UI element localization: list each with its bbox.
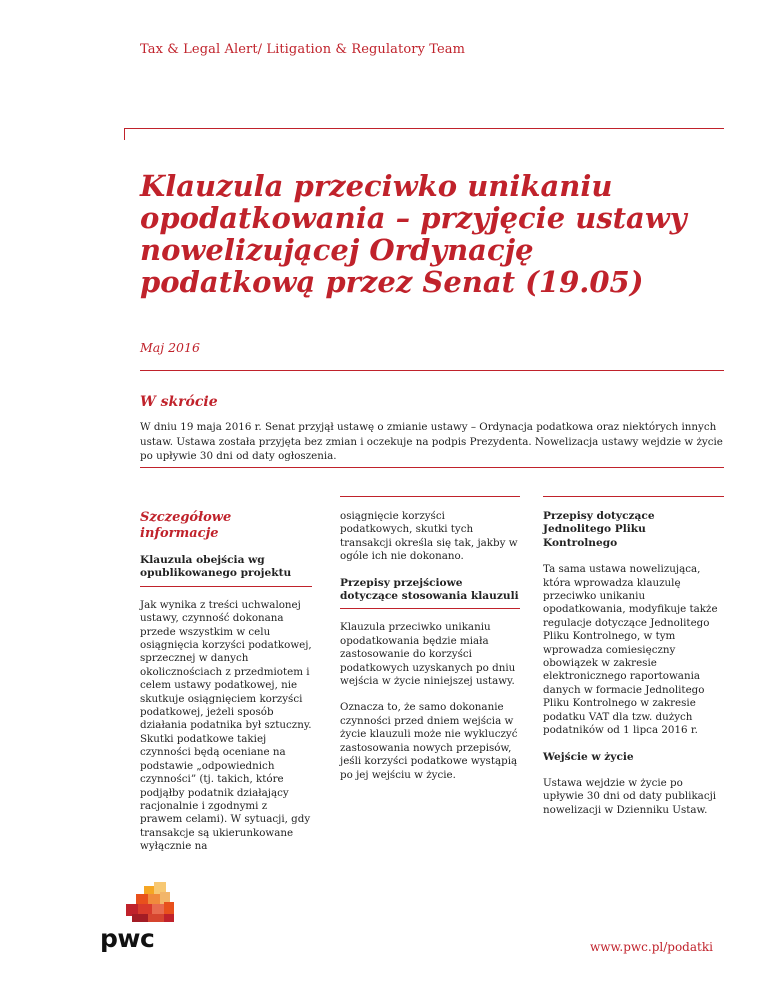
top-rule (124, 128, 724, 129)
column-2-paragraph-2: Oznacza to, że samo dokonanie czynności przed dniem wejścia w życie klauzuli może nie wykluczyć zastosowania nowych przepisów, jeśli korzyści podatkowe wystąpią po jej wejściu w życie. (340, 701, 518, 781)
column-2-subheading: Przepisy przejściowe dotyczące stosowania klauzuli (340, 577, 520, 610)
title-line-3: nowelizującej Ordynację (140, 233, 534, 267)
title-line-2: opodatkowania – przyjęcie ustawy (140, 201, 687, 235)
summary-heading: W skrócie (140, 394, 218, 410)
column-2 (340, 510, 520, 795)
column-3-subheading-1: Przepisy dotyczące Jednolitego Pliku Kontrolnego (543, 510, 655, 549)
date-rule (140, 370, 724, 371)
title-line-1: Klauzula przeciwko unikaniu (140, 169, 613, 203)
title-line-4: podatkową przez Senat (19.05) (140, 265, 644, 299)
top-rule-tick (124, 128, 125, 140)
column-1 (140, 510, 312, 867)
details-heading: Szczegółowe informacje (140, 510, 232, 541)
column-2-rule (340, 496, 520, 497)
column-3-subheading-2: Wejście w życie (543, 750, 634, 763)
page-title (140, 170, 740, 298)
pwc-logo-mark-icon (92, 880, 178, 928)
pwc-logo (92, 880, 178, 962)
header-team-line: Tax & Legal Alert/ Litigation & Regulatory Team (140, 42, 466, 57)
column-3-paragraph-2: Ustawa wejdzie w życie po upływie 30 dni od daty publikacji nowelizacji w Dzienniku Ustaw. (543, 776, 717, 816)
footer-url-link[interactable]: www.pwc.pl/podatki (590, 940, 713, 954)
summary-rule (140, 467, 724, 468)
column-1-paragraph: Jak wynika z treści uchwalonej ustawy, czynność dokonana przede wszystkim w celu osiągnięcia korzyści podatkowej, sprzecznej w danych okolicznościach z przedmiotem i celem ustawy podatkowej, nie skutkuje osiągnięciem korzyści podatkowej, jeżeli sposób działania podatnika był sztuczny. Skutki podatkowe takiej czynności będą oceniane na podstawie „odpowiednich czynności” (tj. takich, które podjąłby podatnik działający racjonalnie i zgodnymi z prawem celami). W sytuacji, gdy transakcje są ukierunkowane wyłącznie na (140, 598, 312, 853)
column-2-continuation: osiągnięcie korzyści podatkowych, skutki tych transakcji określa się tak, jakby w ogóle ich nie dokonano. (340, 510, 518, 563)
column-2-paragraph-1: Klauzula przeciwko unikaniu opodatkowania będzie miała zastosowanie do korzyści podatkowych uzyskanych po dniu wejścia w życie niniejszej ustawy. (340, 621, 516, 688)
pwc-logo-wordmark: pwc (100, 924, 155, 953)
column-3-rule (543, 496, 724, 497)
column-3 (543, 510, 723, 830)
column-1-subheading: Klauzula obejścia wg opublikowanego projektu (140, 554, 312, 587)
column-3-paragraph-1: Ta sama ustawa nowelizująca, która wprowadza klauzulę przeciwko unikaniu opodatkowania, modyfikuje także regulacje dotyczące Jednolitego Pliku Kontrolnego, w tym wprowadza comiesięczny obowiązek w zakresie elektronicznego raportowania danych w formacie Jednolitego Pliku Kontrolnego w zakresie podatku VAT dla tzw. dużych podatników od 1 lipca 2016 r. (543, 563, 718, 737)
summary-text: W dniu 19 maja 2016 r. Senat przyjął ustawę o zmianie ustawy – Ordynacja podatkowa oraz niektórych innych ustaw. Ustawa została przyjęta bez zmian i oczekuje na podpis Prezydenta. Nowelizacja ustawy wejdzie w życie po upływie 30 dni od daty ogłoszenia. (140, 421, 723, 462)
publication-date: Maj 2016 (140, 340, 200, 355)
